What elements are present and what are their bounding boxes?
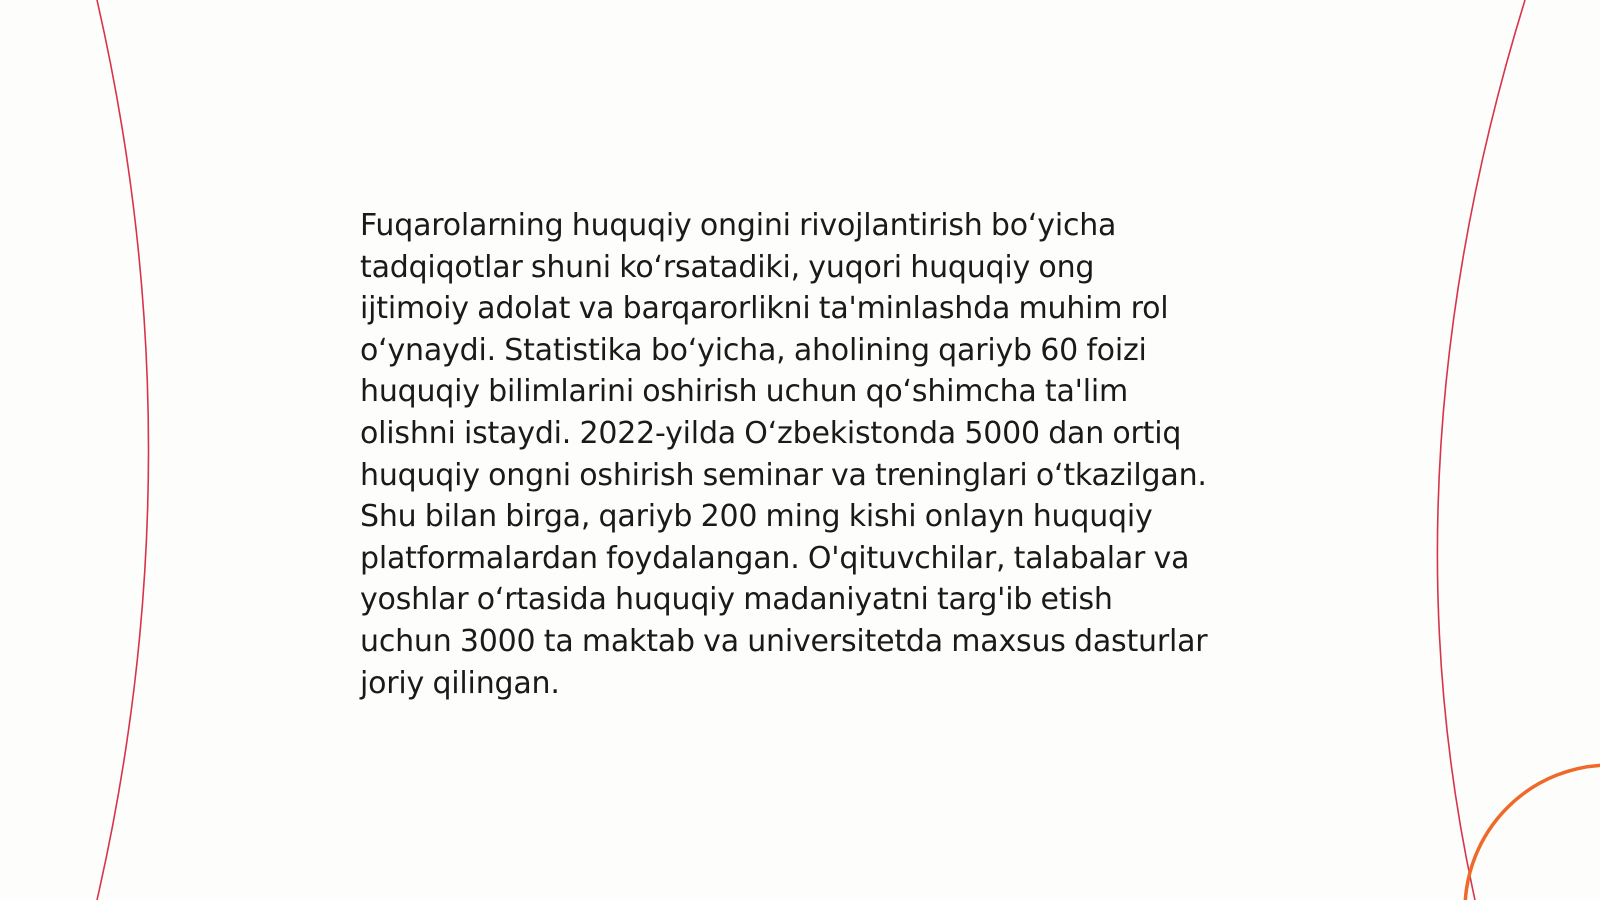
right-curve (1437, 0, 1525, 900)
orange-circle-arc (1465, 765, 1600, 900)
body-paragraph: Fuqarolarning huquqiy ongini rivojlantirish bo‘yicha tadqiqotlar shuni ko‘rsatadiki, yuqori huquqiy ong ijtimoiy adolat va barqarorlikni ta'minlashda muhim rol o‘ynaydi. Statistika bo‘yicha, aholining qariyb 60 foizi huquqiy bilimlarini oshirish uchun qo‘shimcha ta'lim olishni istaydi. 2022-yilda O‘zbekistonda 5000 dan ortiq huquqiy ongni oshirish seminar va treninglari o‘tkazilgan. Shu bilan birga, qariyb 200 ming kishi onlayn huquqiy platformalardan foydalangan. O'qituvchilar, talabalar va yoshlar o‘rtasida huquqiy madaniyatni targ'ib etish uchun 3000 ta maktab va universitetda maxsus dasturlar joriy qilingan. (360, 208, 1208, 701)
left-curve (97, 0, 149, 900)
